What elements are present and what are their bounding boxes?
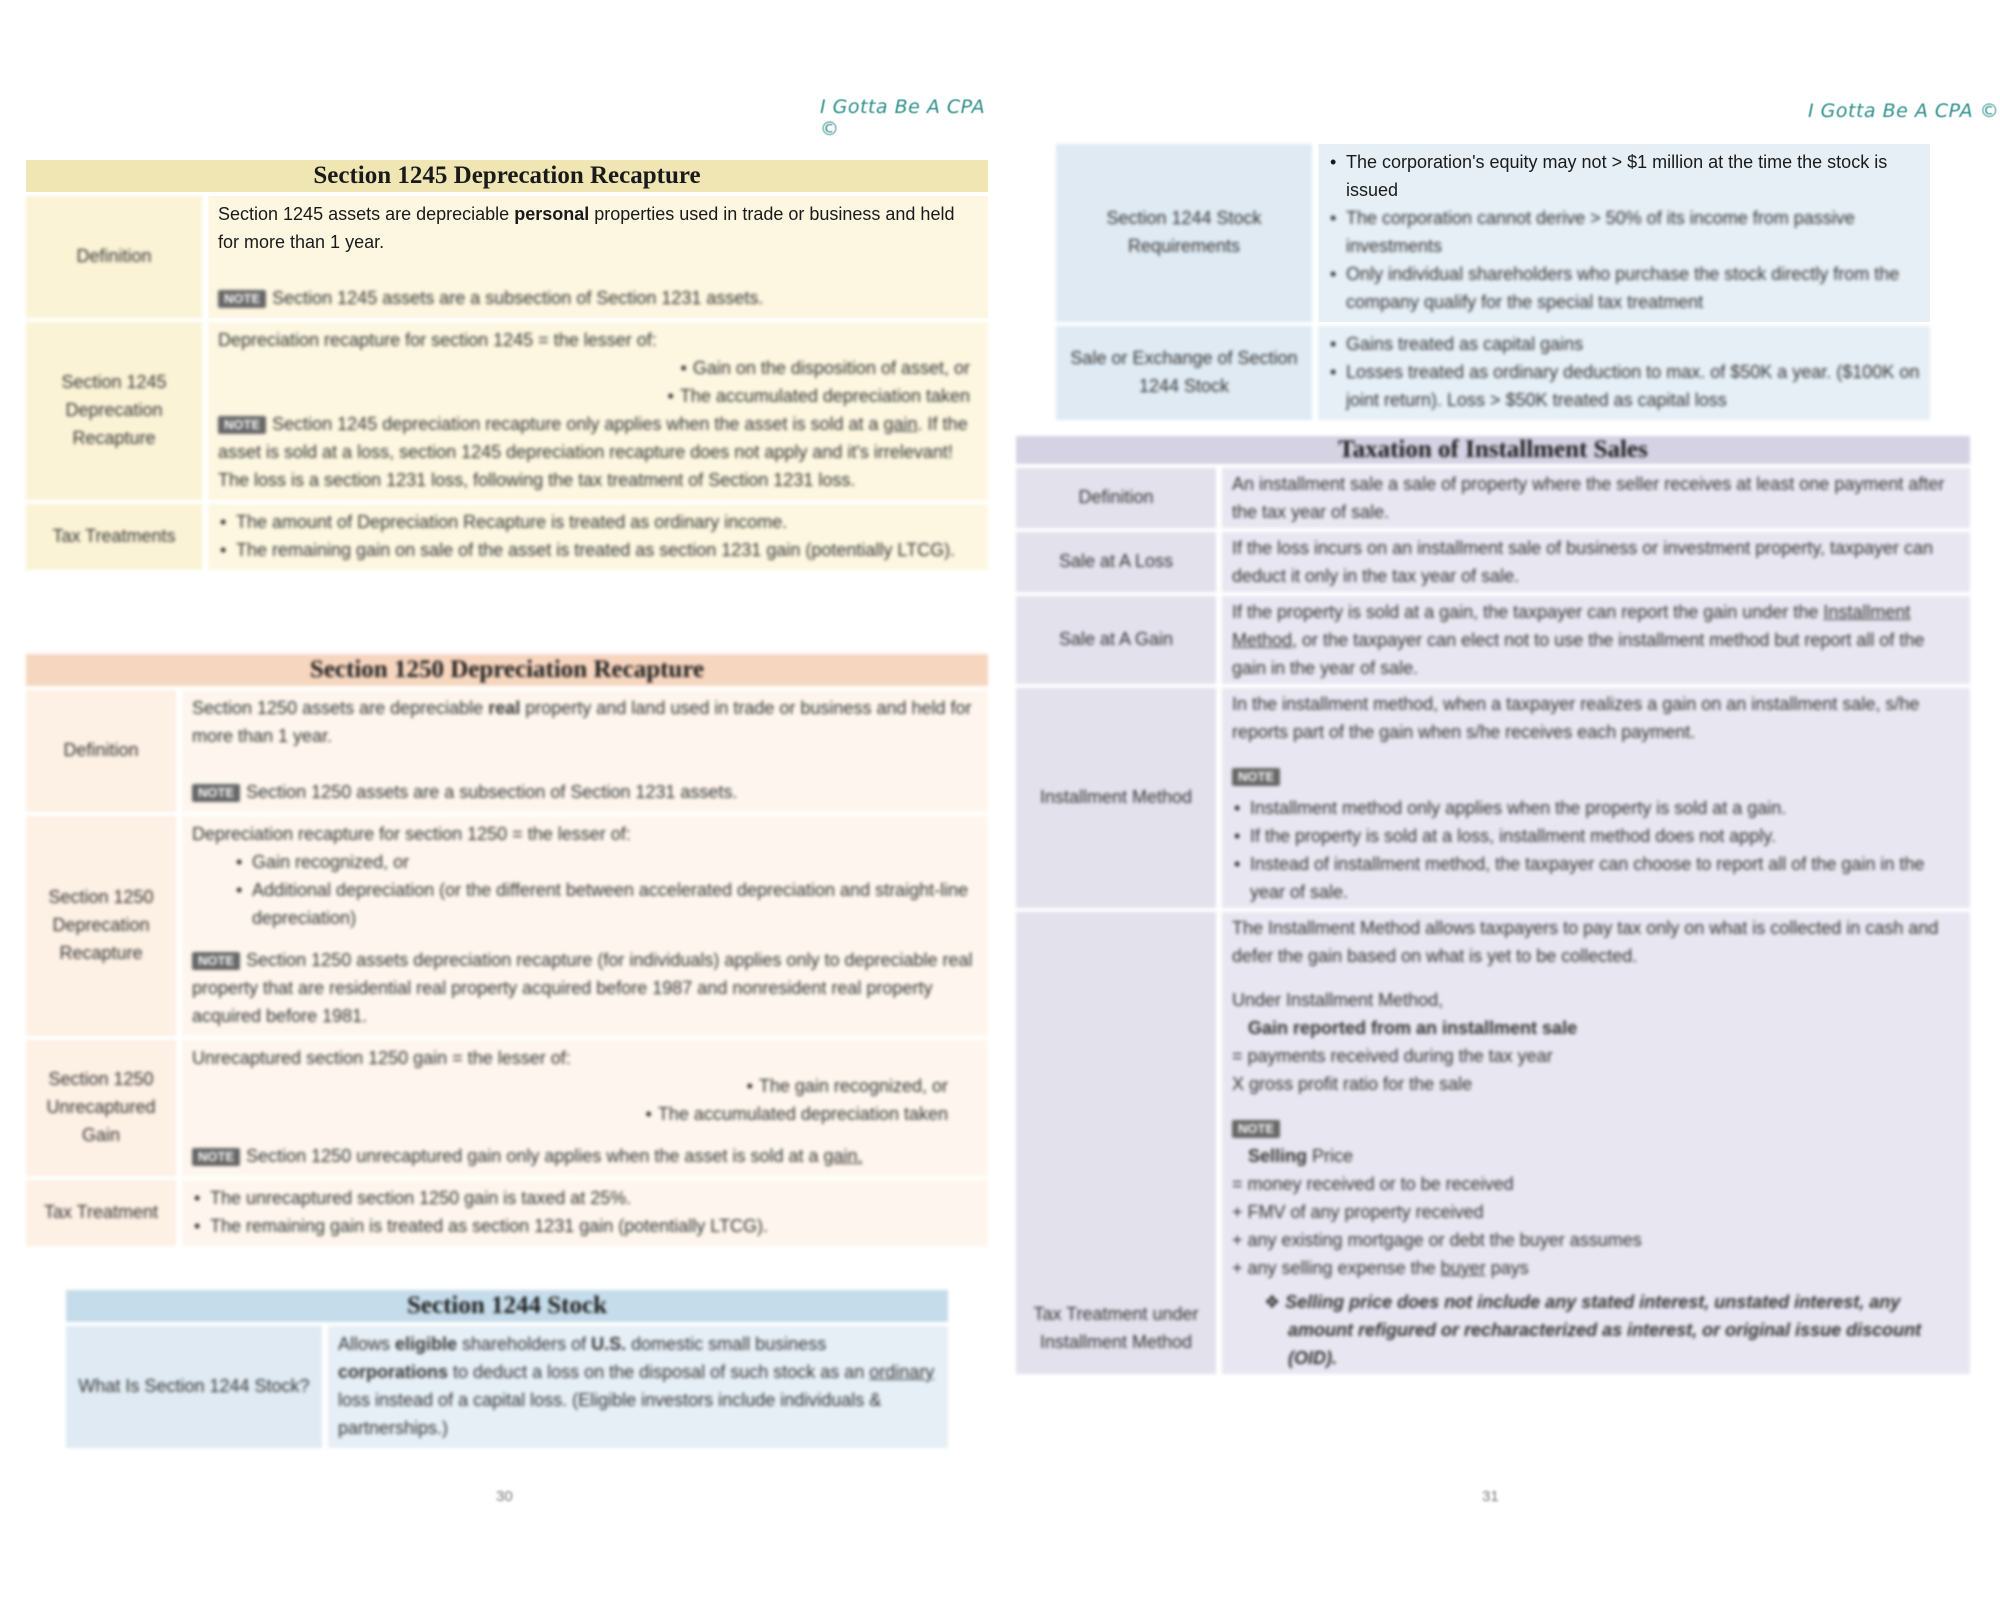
row-content: Depreciation recapture for section 1250 = the lesser of: • Gain recognized, or • Additional depreciation (or the different between accelerated depreciation and straight-line depreciation) NOTE Section 1250 assets depreciation recapture (for individuals) applies only to depreciable real property that are residential real property acquired before 1987 and nonresident real property acquired before 1981. (182, 816, 988, 1036)
row-content: Depreciation recapture for section 1245 = the lesser of: • Gain on the disposition of asset, or • The accumulated depreciation taken NOTE Section 1245 depreciation recapture only applies when the asset is sold at a gain. If the asset is sold at a loss, section 1245 depreciation recapture does not apply and it's irrelevant! The loss is a section 1231 loss, following the tax treatment of Section 1231 loss. (208, 322, 988, 500)
row-label: What Is Section 1244 Stock? (66, 1326, 328, 1448)
list-item: • The remaining gain is treated as section 1231 gain (potentially LTCG). (210, 1212, 978, 1240)
row-label: Section 1244 Stock Requirements (1056, 144, 1318, 322)
table-row (26, 690, 988, 812)
row-content: An installment sale a sale of property where the seller receives at least one payment after the tax year of sale. (1222, 468, 1970, 528)
section-1244 (66, 1290, 948, 1452)
row-content: If the loss incurs on an installment sale of business or investment property, taxpayer can deduct it only in the tax year of sale. (1222, 532, 1970, 592)
installment-title: Taxation of Installment Sales (1016, 436, 1970, 464)
page-number: 31 (1482, 1488, 1499, 1505)
brand-logo: I Gotta Be A CPA © (820, 96, 986, 140)
list-item: • The corporation cannot derive > 50% of its income from passive investments (1346, 204, 1920, 260)
row-label: Sale at A Loss (1016, 532, 1222, 592)
section-1250-title: Section 1250 Depreciation Recapture (26, 654, 988, 686)
table-row (66, 1326, 948, 1448)
table-row (26, 322, 988, 500)
section-1244-cont-table (1056, 140, 1930, 424)
page-number: 30 (496, 1488, 513, 1505)
recapture-list (218, 354, 978, 410)
row-content (1318, 326, 1930, 420)
row-label: Tax Treatment (26, 1180, 182, 1246)
row-label: Definition (26, 196, 208, 318)
table-row (26, 504, 988, 570)
list-item: • The accumulated depreciation taken (236, 382, 970, 410)
section-1244-table (66, 1322, 948, 1452)
row-label: Installment Method (1016, 688, 1222, 908)
row-content: If the property is sold at a gain, the taxpayer can report the gain under the Installment Method, or the taxpayer can elect not to use the installment method but report all of the gain in the year of sale. (1222, 596, 1970, 684)
list-item: • If the property is sold at a loss, installment method does not apply. (1250, 822, 1960, 850)
row-content (182, 1180, 988, 1246)
section-1245-table (26, 192, 988, 574)
list-item: • Losses treated as ordinary deduction to max. of $50K a year. ($100K on joint return). Loss > $50K treated as capital loss (1346, 358, 1920, 414)
list-item: • The accumulated depreciation taken (210, 1100, 948, 1128)
row-label: Section 1250 Unrecaptured Gain (26, 1040, 182, 1176)
list-item: • The amount of Depreciation Recapture is treated as ordinary income. (236, 508, 978, 536)
list-item: • Only individual shareholders who purchase the stock directly from the company qualify for the special tax treatment (1346, 260, 1920, 316)
table-row (1016, 596, 1970, 684)
row-content: Unrecaptured section 1250 gain = the lesser of: • The gain recognized, or • The accumulated depreciation taken NOTE Section 1250 unrecaptured gain only applies when the asset is sold at a gain. (182, 1040, 988, 1176)
table-row (1016, 532, 1970, 592)
table-row (26, 1040, 988, 1176)
section-1244-continued (1056, 140, 1930, 424)
list-item: • Installment method only applies when the property is sold at a gain. (1250, 794, 1960, 822)
list-item: • Gain recognized, or (252, 848, 978, 876)
section-1250 (26, 654, 988, 1250)
section-1250-table (26, 686, 988, 1250)
list-item: • Instead of installment method, the taxpayer can choose to report all of the gain in the year of sale. (1250, 850, 1960, 906)
brand-logo: I Gotta Be A CPA © (1808, 100, 2000, 122)
row-content: The Installment Method allows taxpayers to pay tax only on what is collected in cash and defer the gain based on what is yet to be collected. Under Installment Method, Gain reported from an installment sale = payments received during the tax year X gross profit ratio for the sale NOTE Selling Price = money received or to be received + FMV of any property received + any existing mortgage or debt the buyer assumes + any selling expense the buyer pays ❖ Selling price does not include any stated interest, unstated interest, any amount refigured or recharacterized as interest, or original issue discount (OID). (1222, 912, 1970, 1374)
list-item: • Gains treated as capital gains (1346, 330, 1920, 358)
table-row (26, 1180, 988, 1246)
table-row (1056, 144, 1930, 322)
row-content: Section 1250 assets are depreciable real property and land used in trade or business and held for more than 1 year. NOTE Section 1250 assets are a subsection of Section 1231 assets. (182, 690, 988, 812)
table-row (26, 196, 988, 318)
installment-sales (1016, 436, 1970, 1378)
row-label: Section 1250 Deprecation Recapture (26, 816, 182, 1036)
row-label: Definition (26, 690, 182, 812)
list-item: • The gain recognized, or (210, 1072, 948, 1100)
list-item: • The corporation's equity may not > $1 million at the time the stock is issued (1346, 148, 1920, 204)
list-item: • The unrecaptured section 1250 gain is taxed at 25%. (210, 1184, 978, 1212)
row-label: Section 1245 Deprecation Recapture (26, 322, 208, 500)
table-row (26, 816, 988, 1036)
list-item: • Additional depreciation (or the different between accelerated depreciation and straight-line depreciation) (252, 876, 978, 932)
section-1245-title: Section 1245 Deprecation Recapture (26, 160, 988, 192)
section-1244-title: Section 1244 Stock (66, 1290, 948, 1322)
definition-text: Section 1245 assets are depreciable personal properties used in trade or business and held for more than 1 year. (218, 204, 955, 252)
row-content (1318, 144, 1930, 322)
definition-note: NOTE Section 1245 assets are a subsection of Section 1231 assets. (218, 284, 978, 312)
list-item: • The remaining gain on sale of the asset is treated as section 1231 gain (potentially LTCG). (236, 536, 978, 564)
right-page (1000, 0, 2000, 1600)
section-1245 (26, 160, 988, 574)
table-row (1016, 468, 1970, 528)
diamond-bullet-icon: ❖ (1264, 1292, 1286, 1312)
row-label: Definition (1016, 468, 1222, 528)
row-content: In the installment method, when a taxpayer realizes a gain on an installment sale, s/he reports part of the gain when s/he receives each payment. NOTE • Installment method only applies when the property is sold at a gain. • If the property is sold at a loss, installment method does not apply. • Instead of installment method, the taxpayer can choose to report all of the gain in the year of sale. (1222, 688, 1970, 908)
list-item: • Gain on the disposition of asset, or (236, 354, 970, 382)
row-label: Tax Treatments (26, 504, 208, 570)
row-label: Sale or Exchange of Section 1244 Stock (1056, 326, 1318, 420)
table-row (1016, 688, 1970, 908)
row-label: Tax Treatment under Installment Method (1016, 912, 1222, 1374)
selling-price-footnote: ❖ Selling price does not include any stated interest, unstated interest, any amount refigured or recharacterized as interest, or original issue discount (OID). (1264, 1292, 1922, 1368)
row-content (208, 196, 988, 318)
table-row (1016, 912, 1970, 1374)
row-label: Sale at A Gain (1016, 596, 1222, 684)
row-content: Allows eligible shareholders of U.S. domestic small business corporations to deduct a loss on the disposal of such stock as an ordinary loss instead of a capital loss. (Eligible investors include individuals & partnerships.) (328, 1326, 948, 1448)
installment-table (1016, 464, 1970, 1378)
table-row (1056, 326, 1930, 420)
row-content (208, 504, 988, 570)
